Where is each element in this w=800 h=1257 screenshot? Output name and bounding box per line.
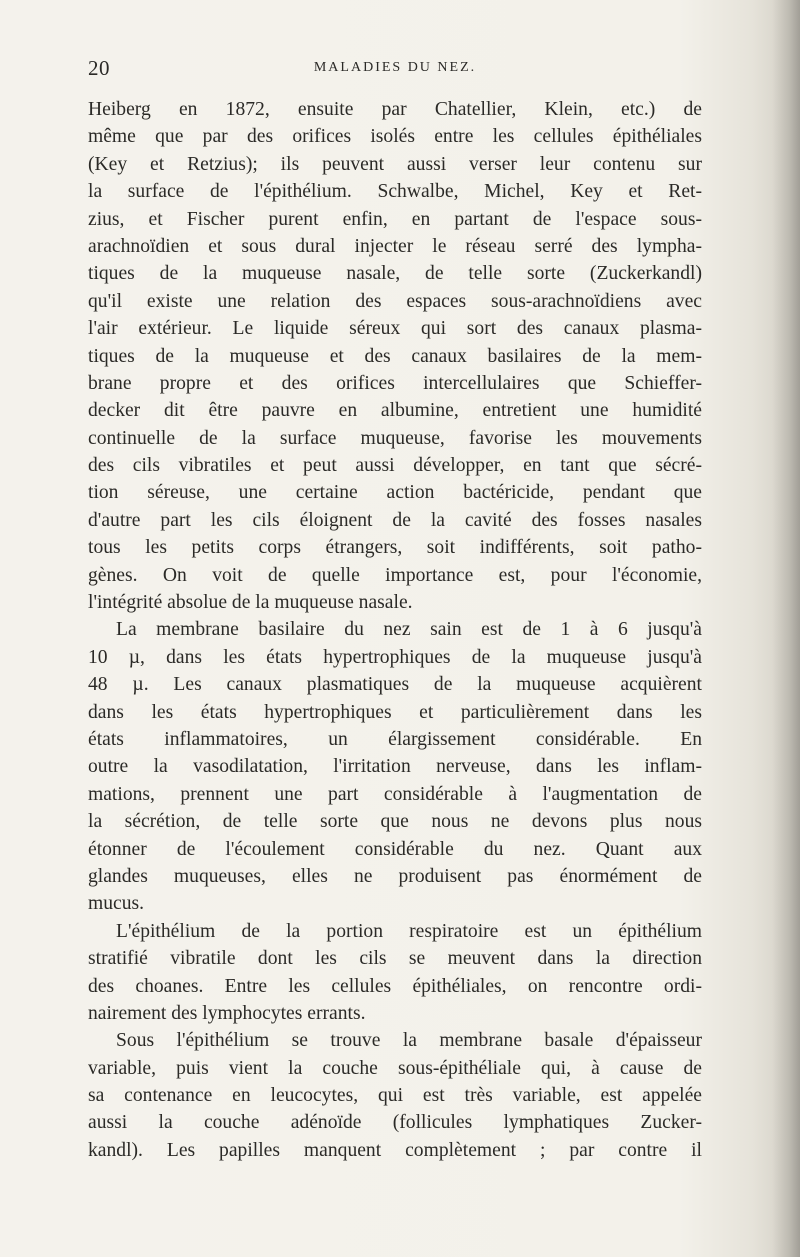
text-line: des cils vibratiles et peut aussi développer, en tant que sécré-: [88, 455, 702, 477]
text-line: même que par des orifices isolés entre les cellules épithéliales: [88, 126, 702, 148]
text-line: des choanes. Entre les cellules épithéliales, on rencontre ordi-: [88, 975, 702, 997]
text-line: l'intégrité absolue de la muqueuse nasale.: [88, 592, 413, 614]
text-line: mations, prennent une part considérable à l'augmentation de: [88, 783, 702, 805]
running-title: MALADIES DU NEZ.: [313, 60, 477, 75]
text-line: zius, et Fischer purent enfin, en partant de l'espace sous-: [88, 208, 702, 230]
text-line: variable, puis vient la couche sous-épithéliale qui, à cause de: [88, 1057, 702, 1079]
text-line: qu'il existe une relation des espaces sous-arachnoïdiens avec: [88, 290, 702, 312]
text-line: tous les petits corps étrangers, soit indifférents, soit patho-: [88, 537, 702, 559]
text-line: continuelle de la surface muqueuse, favorise les mouvements: [88, 427, 702, 449]
text-line: l'air extérieur. Le liquide séreux qui sort des canaux plasma-: [88, 318, 702, 340]
text-line: gènes. On voit de quelle importance est, pour l'économie,: [88, 564, 702, 586]
text-line: La membrane basilaire du nez sain est de 1 à 6 jusqu'à: [116, 619, 702, 641]
text-line: 10 µ, dans les états hypertrophiques de la muqueuse jusqu'à: [88, 646, 702, 668]
text-line: nairement des lymphocytes errants.: [88, 1002, 366, 1024]
text-line: glandes muqueuses, elles ne produisent pas énormément de: [88, 865, 702, 887]
text-line: outre la vasodilatation, l'irritation nerveuse, dans les inflam-: [88, 756, 702, 778]
text-line: Sous l'épithélium se trouve la membrane basale d'épaisseur: [116, 1030, 702, 1052]
text-line: d'autre part les cils éloignent de la cavité des fosses nasales: [88, 509, 702, 531]
text-line: tiques de la muqueuse et des canaux basilaires de la mem-: [88, 345, 702, 367]
text-line: brane propre et des orifices intercellulaires que Schieffer-: [88, 372, 702, 394]
page-number: 20: [88, 56, 110, 80]
body-text: [88, 96, 702, 1164]
text-line: dans les états hypertrophiques et particulièrement dans les: [88, 701, 702, 723]
text-line: la surface de l'épithélium. Schwalbe, Michel, Key et Ret-: [88, 181, 702, 203]
text-line: tiques de la muqueuse nasale, de telle sorte (Zuckerkandl): [88, 263, 702, 285]
text-line: decker dit être pauvre en albumine, entretient une humidité: [88, 400, 702, 422]
text-line: kandl). Les papilles manquent complètement ; par contre il: [88, 1139, 702, 1161]
text-line: la sécrétion, de telle sorte que nous ne devons plus nous: [88, 811, 702, 833]
text-line: aussi la couche adénoïde (follicules lymphatiques Zucker-: [88, 1112, 702, 1134]
text-line: (Key et Retzius); ils peuvent aussi verser leur contenu sur: [88, 153, 702, 175]
page-header: [88, 56, 702, 86]
text-line: Heiberg en 1872, ensuite par Chatellier, Klein, etc.) de: [88, 99, 702, 120]
text-line: états inflammatoires, un élargissement considérable. En: [88, 728, 702, 750]
text-line: stratifié vibratile dont les cils se meuvent dans la direction: [88, 948, 702, 970]
text-line: mucus.: [88, 893, 145, 915]
text-line: L'épithélium de la portion respiratoire est un épithélium: [116, 920, 702, 942]
text-line: 48 µ. Les canaux plasmatiques de la muqueuse acquièrent: [88, 674, 702, 696]
page-edge-shadow: [772, 0, 800, 1257]
text-line: étonner de l'écoulement considérable du nez. Quant aux: [88, 838, 702, 860]
text-line: tion séreuse, une certaine action bactéricide, pendant que: [88, 482, 702, 504]
text-line: arachnoïdien et sous dural injecter le réseau serré des lympha-: [88, 235, 702, 257]
text-line: sa contenance en leucocytes, qui est très variable, est appelée: [88, 1085, 702, 1107]
